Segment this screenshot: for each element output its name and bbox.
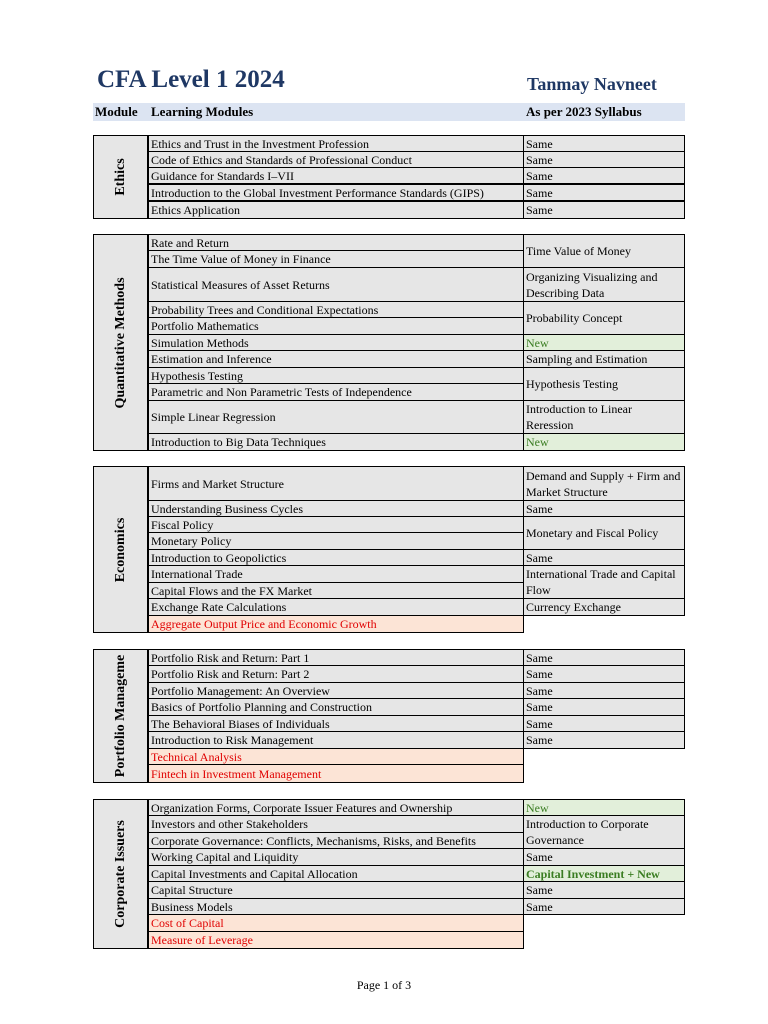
module-cell: The Time Value of Money in Finance <box>148 250 524 268</box>
removed-module-cell: Cost of Capital <box>148 914 524 932</box>
module-cell: Ethics and Trust in the Investment Profession <box>148 135 524 152</box>
header-module: Module <box>95 104 138 119</box>
module-cell: Business Models <box>148 898 524 915</box>
module-cell: Introduction to Risk Management <box>148 731 524 749</box>
status-cell: Time Value of Money <box>523 234 685 268</box>
module-cell: Basics of Portfolio Planning and Construction <box>148 698 524 716</box>
removed-module-cell: Fintech in Investment Management <box>148 764 524 783</box>
status-cell: Same <box>523 848 685 866</box>
module-cell: Hypothesis Testing <box>148 367 524 384</box>
page-number: Page 1 of 3 <box>356 978 412 992</box>
module-cell: Probability Trees and Conditional Expectations <box>148 301 524 318</box>
module-cell: Organization Forms, Corporate Issuer Features and Ownership <box>148 799 524 816</box>
module-cell: Simple Linear Regression <box>148 400 524 434</box>
status-cell: Introduction to Corporate Governance <box>523 815 685 849</box>
module-cell: Code of Ethics and Standards of Professional Conduct <box>148 151 524 168</box>
status-cell: Same <box>523 649 685 666</box>
section-label: Quantitative Methods <box>112 276 128 409</box>
module-cell: Capital Investments and Capital Allocation <box>148 865 524 882</box>
status-cell-new: New <box>523 799 685 816</box>
module-cell: Capital Flows and the FX Market <box>148 582 524 599</box>
module-cell: Fiscal Policy <box>148 516 524 533</box>
author-name: Tanmay Navneet <box>527 74 657 94</box>
status-cell: Demand and Supply + Firm and Market Structure <box>523 466 685 501</box>
module-cell: Firms and Market Structure <box>148 466 524 501</box>
status-cell: Same <box>523 135 685 152</box>
module-cell: Exchange Rate Calculations <box>148 598 524 616</box>
module-cell: Investors and other Stakeholders <box>148 815 524 833</box>
status-cell-new: New <box>523 334 685 351</box>
module-cell: Introduction to the Global Investment Performance Standards (GIPS) <box>148 184 524 201</box>
section-label: Portfolio Manageme <box>112 654 128 778</box>
status-cell: Same <box>523 715 685 732</box>
status-cell: Same <box>523 682 685 699</box>
status-cell: Same <box>523 167 685 184</box>
header-syllabus: As per 2023 Syllabus <box>526 104 642 119</box>
status-cell: Same <box>523 184 685 201</box>
section-label: Economics <box>112 517 128 582</box>
status-cell: Same <box>523 881 685 899</box>
module-cell: Guidance for Standards I–VII <box>148 167 524 184</box>
module-cell: Working Capital and Liquidity <box>148 848 524 866</box>
page-title: CFA Level 1 2024 <box>97 66 285 93</box>
status-cell-new: Capital Investment + New <box>523 865 685 882</box>
removed-module-cell: Technical Analysis <box>148 748 524 765</box>
module-cell: Estimation and Inference <box>148 350 524 368</box>
module-cell: Introduction to Big Data Techniques <box>148 433 524 451</box>
status-cell: International Trade and Capital Flow <box>523 565 685 599</box>
module-cell: Rate and Return <box>148 234 524 251</box>
status-cell: Same <box>523 731 685 749</box>
section-label: Ethics <box>112 158 128 196</box>
status-cell: Hypothesis Testing <box>523 367 685 401</box>
module-cell: Corporate Governance: Conflicts, Mechanisms, Risks, and Benefits <box>148 832 524 849</box>
status-cell: Same <box>523 151 685 168</box>
status-cell: Organizing Visualizing and Describing Data <box>523 267 685 302</box>
module-cell: Understanding Business Cycles <box>148 500 524 517</box>
status-cell: Introduction to Linear Reression <box>523 400 685 434</box>
status-cell: Currency Exchange <box>523 598 685 616</box>
removed-module-cell: Measure of Leverage <box>148 931 524 949</box>
module-cell: International Trade <box>148 565 524 583</box>
module-cell: Portfolio Management: An Overview <box>148 682 524 699</box>
header-learning-modules: Learning Modules <box>151 104 254 119</box>
section-label-box <box>93 135 148 219</box>
module-cell: Portfolio Risk and Return: Part 1 <box>148 649 524 666</box>
status-cell: Same <box>523 549 685 566</box>
status-cell: Monetary and Fiscal Policy <box>523 516 685 550</box>
module-cell: Portfolio Risk and Return: Part 2 <box>148 665 524 683</box>
status-cell: Same <box>523 201 685 219</box>
status-cell: Probability Concept <box>523 301 685 335</box>
module-cell: The Behavioral Biases of Individuals <box>148 715 524 732</box>
status-cell-new: New <box>523 433 685 451</box>
module-cell: Capital Structure <box>148 881 524 899</box>
module-cell: Statistical Measures of Asset Returns <box>148 267 524 302</box>
status-cell: Sampling and Estimation <box>523 350 685 368</box>
module-cell: Parametric and Non Parametric Tests of Independence <box>148 383 524 401</box>
module-cell: Ethics Application <box>148 201 524 219</box>
table-header <box>93 103 685 121</box>
module-cell: Introduction to Geopolictics <box>148 549 524 566</box>
section-label-box <box>93 649 148 783</box>
status-cell: Same <box>523 898 685 915</box>
status-cell: Same <box>523 698 685 716</box>
status-cell: Same <box>523 500 685 517</box>
section-label-box <box>93 466 148 633</box>
section-label: Corporate Issuers <box>112 820 128 928</box>
status-cell: Same <box>523 665 685 683</box>
section-label-box <box>93 799 148 949</box>
module-cell: Portfolio Mathematics <box>148 317 524 335</box>
section-label-box <box>93 234 148 451</box>
module-cell: Simulation Methods <box>148 334 524 351</box>
module-cell: Monetary Policy <box>148 532 524 550</box>
removed-module-cell: Aggregate Output Price and Economic Growth <box>148 615 524 633</box>
